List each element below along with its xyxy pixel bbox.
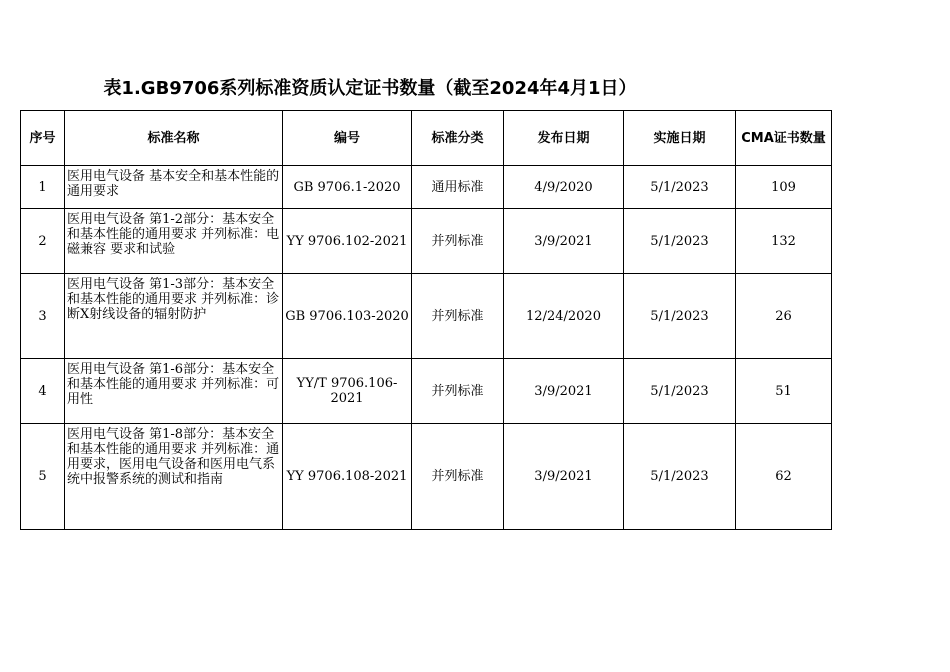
cell-published: 3/9/2021 <box>504 424 624 530</box>
header-code: 编号 <box>283 111 412 166</box>
cell-name: 医用电气设备 基本安全和基本性能的通用要求 <box>65 166 283 209</box>
cell-published: 3/9/2021 <box>504 359 624 424</box>
cell-published: 3/9/2021 <box>504 209 624 274</box>
cell-no: 4 <box>21 359 65 424</box>
cell-category: 并列标准 <box>412 424 504 530</box>
header-name: 标准名称 <box>65 111 283 166</box>
table-row <box>21 424 832 530</box>
cell-code: YY 9706.108-2021 <box>283 424 412 530</box>
cell-effective: 5/1/2023 <box>624 274 736 359</box>
header-category: 标准分类 <box>412 111 504 166</box>
cell-code: YY 9706.102-2021 <box>283 209 412 274</box>
cell-effective: 5/1/2023 <box>624 359 736 424</box>
cell-name: 医用电气设备 第1-3部分：基本安全和基本性能的通用要求 并列标准：诊断X射线设备的辐射防护 <box>65 274 283 359</box>
cell-code: YY/T 9706.106-2021 <box>283 359 412 424</box>
cell-count: 26 <box>736 274 832 359</box>
cell-category: 并列标准 <box>412 209 504 274</box>
standards-table <box>20 110 832 530</box>
cell-code: GB 9706.103-2020 <box>283 274 412 359</box>
cell-published: 12/24/2020 <box>504 274 624 359</box>
header-cma-count: CMA证书数量 <box>736 111 832 166</box>
table-row <box>21 209 832 274</box>
cell-published: 4/9/2020 <box>504 166 624 209</box>
table-row <box>21 274 832 359</box>
cell-no: 1 <box>21 166 65 209</box>
header-effective: 实施日期 <box>624 111 736 166</box>
cell-count: 51 <box>736 359 832 424</box>
cell-category: 通用标准 <box>412 166 504 209</box>
cell-code: GB 9706.1-2020 <box>283 166 412 209</box>
cell-no: 3 <box>21 274 65 359</box>
cell-effective: 5/1/2023 <box>624 424 736 530</box>
cell-name: 医用电气设备 第1-8部分：基本安全和基本性能的通用要求 并列标准：通用要求，医用电气设备和医用电气系统中报警系统的测试和指南 <box>65 424 283 530</box>
table-row <box>21 359 832 424</box>
cell-name: 医用电气设备 第1-6部分：基本安全和基本性能的通用要求 并列标准：可用性 <box>65 359 283 424</box>
cell-no: 5 <box>21 424 65 530</box>
cell-effective: 5/1/2023 <box>624 209 736 274</box>
cell-no: 2 <box>21 209 65 274</box>
cell-count: 62 <box>736 424 832 530</box>
cell-count: 109 <box>736 166 832 209</box>
header-row <box>21 111 832 166</box>
table-row <box>21 166 832 209</box>
cell-count: 132 <box>736 209 832 274</box>
cell-category: 并列标准 <box>412 359 504 424</box>
header-published: 发布日期 <box>504 111 624 166</box>
cell-name: 医用电气设备 第1-2部分：基本安全和基本性能的通用要求 并列标准：电磁兼容 要求和试验 <box>65 209 283 274</box>
cell-category: 并列标准 <box>412 274 504 359</box>
header-no: 序号 <box>21 111 65 166</box>
table-title: 表1.GB9706系列标准资质认定证书数量（截至2024年4月1日） <box>103 78 637 99</box>
cell-effective: 5/1/2023 <box>624 166 736 209</box>
